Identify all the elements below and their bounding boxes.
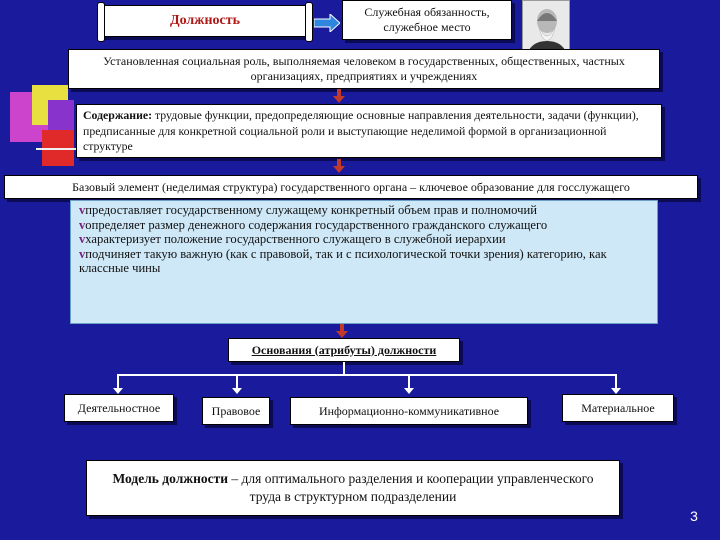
title-scroll: [100, 5, 310, 37]
content-box: [76, 104, 662, 158]
attribute-label: Правовое: [211, 403, 261, 418]
attributes-title-box: [228, 338, 460, 362]
bullet-icon: v: [79, 217, 86, 232]
page-number: 3: [690, 508, 698, 524]
bullet-icon: v: [79, 203, 86, 217]
arrowhead-icon: [404, 388, 414, 394]
portrait-image: [522, 0, 570, 54]
model-box: [86, 460, 620, 516]
down-arrow-icon: [336, 324, 348, 338]
base-element-text: Базовый элемент (неделимая структура) государственного органа – ключевое образование для госслужащего: [72, 179, 630, 194]
attribute-material: [562, 394, 674, 422]
page-title: Должность: [169, 13, 240, 28]
right-arrow-icon: [314, 14, 340, 32]
definition-box: [68, 49, 660, 89]
model-text: – для оптимального разделения и кооперации управленческого труда в структурном подразделении: [228, 471, 594, 504]
base-element-box: [4, 175, 698, 199]
attribute-label: Деятельностное: [77, 400, 161, 415]
down-arrow-icon: [333, 159, 345, 173]
list-item-text: определяет размер денежного содержания государственного гражданского служащего: [85, 217, 548, 232]
list-item-text: характеризует положение государственного служащего в служебной иерархии: [85, 232, 506, 246]
attributes-title: Основания (атрибуты) должности: [251, 342, 437, 357]
bullet-icon: v: [79, 246, 86, 261]
attribute-information: [290, 397, 528, 425]
attribute-activity: [64, 394, 174, 422]
definition-text: Установленная социальная роль, выполняемая человеком в государственных, общественных, частных организациях, предприятиях и учреждениях: [103, 54, 625, 83]
decor-line: [36, 148, 76, 150]
attribute-label: Информационно-коммуникативное: [318, 403, 500, 418]
list-item: [79, 247, 649, 276]
list-item-text: подчиняет такую важную (как с правовой, так и с психологической точки зрения) категорию, как классные чины: [79, 246, 607, 275]
content-label: Содержание:: [83, 108, 153, 122]
arrowhead-icon: [232, 388, 242, 394]
down-arrow-icon: [333, 89, 345, 103]
list-item-text: предоставляет государственному служащему конкретный объем прав и полномочий: [85, 203, 537, 217]
list-item: [79, 218, 649, 233]
bullet-icon: v: [79, 232, 86, 246]
attribute-legal: [202, 397, 270, 425]
duty-text: Служебная обязанность, служебное место: [364, 5, 490, 34]
duty-box: [342, 0, 512, 40]
attribute-label: Материальное: [581, 400, 655, 415]
functions-list: [70, 200, 658, 324]
list-item: [79, 232, 649, 247]
content-text: трудовые функции, предопределяющие основные направления деятельности, задачи (функции), предписанные для конкретной социальной роли и выступающие неделимой формой в организационной структуре: [83, 108, 639, 153]
connector-horizontal: [117, 374, 617, 376]
list-item: [79, 203, 649, 218]
model-label: Модель должности: [112, 471, 228, 486]
